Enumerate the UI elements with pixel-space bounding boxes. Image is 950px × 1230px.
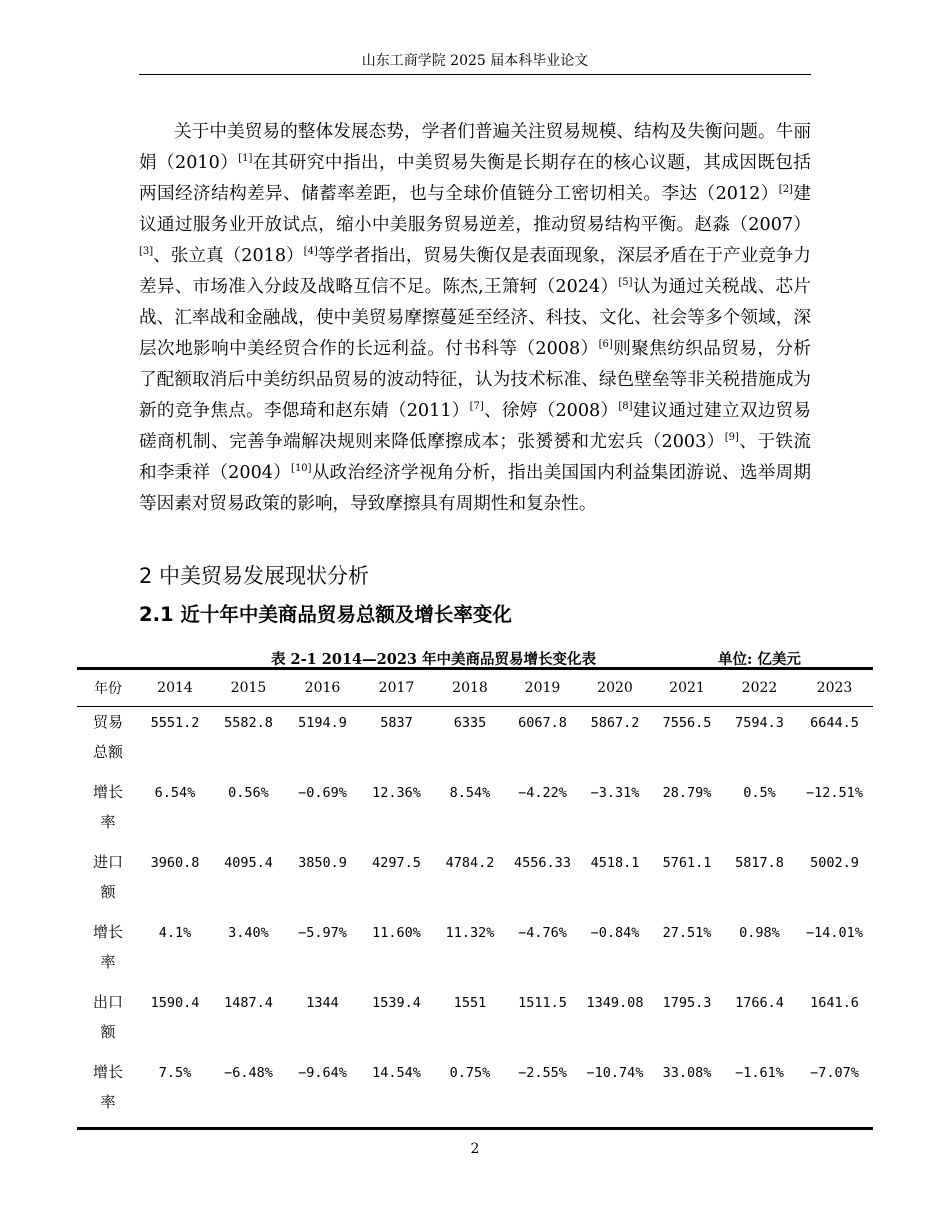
table-cell: −4.22%	[518, 785, 567, 801]
table-cell: −10.74%	[586, 1065, 644, 1081]
table-cell: −5.97%	[298, 925, 347, 941]
table-cell: 6067.8	[518, 715, 567, 731]
row-label-line: 额	[100, 883, 116, 901]
header-cell-label: 年份	[94, 681, 122, 697]
table-cell: 1487.4	[224, 995, 273, 1011]
table-cell: 0.98%	[739, 925, 780, 941]
paragraph-text: 关于中美贸易的整体发展态势，学者们普遍关注贸易规模、结构及失衡问题。牛丽娟（2010）	[139, 122, 811, 173]
header-cell-year: 2023	[816, 680, 853, 696]
table-cell: 1349.08	[586, 995, 644, 1011]
header-cell-year: 2015	[230, 680, 267, 696]
table-cell: 3960.8	[150, 855, 200, 871]
row-label	[77, 777, 139, 847]
row-label	[77, 847, 139, 917]
paragraph-text: 建议通过服务业开放试点，缩小中美服务贸易逆差，推动贸易结构平衡。赵淼（2007）	[139, 184, 811, 235]
table-cell: 4297.5	[372, 855, 421, 871]
table-cell: 1766.4	[735, 995, 784, 1011]
subsection-heading: 2.1 近十年中美商品贸易总额及增长率变化	[139, 603, 512, 626]
body-paragraph	[139, 117, 811, 520]
row-label-line: 进口	[92, 853, 123, 871]
header-cell-year: 2018	[452, 680, 488, 696]
table-cell: 0.56%	[228, 785, 269, 801]
header-cell-year: 2016	[304, 680, 341, 696]
row-label-line: 出口	[92, 993, 123, 1011]
table-cell: 5194.9	[298, 715, 347, 731]
citation-ref: [1]	[238, 153, 253, 164]
table-row	[77, 847, 873, 917]
table-cell: 0.75%	[449, 1065, 491, 1081]
table-cell: 28.79%	[662, 785, 712, 801]
table-cell: 5582.8	[224, 715, 273, 731]
table-cell: 33.08%	[662, 1065, 712, 1081]
table-cell: 7556.5	[662, 715, 712, 731]
row-label-line: 率	[100, 1093, 116, 1111]
table-row	[77, 917, 873, 987]
paragraph-text: 等学者指出，贸易失衡仅是表面现象，深层矛盾在于产业竞争力差异、市场准入分歧及战略互信不足。陈杰,王箫轲（2024）	[139, 246, 811, 297]
citation-ref: [5]	[618, 277, 633, 288]
table-cell: 4556.33	[514, 855, 571, 871]
table-cell: 1551	[453, 995, 487, 1011]
citation-ref: [3]	[139, 246, 154, 257]
citation-ref: [7]	[469, 401, 484, 412]
table-cell: 5867.2	[590, 715, 640, 731]
section-heading: 2 中美贸易发展现状分析	[139, 564, 370, 588]
paragraph-text: 、徐婷（2008）	[483, 401, 619, 421]
citation-ref: [6]	[598, 339, 613, 350]
header-cell-year: 2022	[741, 680, 778, 696]
header-cell-year: 2021	[669, 680, 705, 696]
table-cell: 5817.8	[735, 855, 784, 871]
table-cell: 3850.9	[298, 855, 347, 871]
table-cell: −9.64%	[298, 1065, 347, 1081]
paragraph-text: 认为通过关税战、芯片战、汇率战和金融战，使中美贸易摩擦蔓延至经济、科技、文化、社会等多个领域，深层次地影响中美经贸合作的长远利益。付书科等（2008）	[139, 277, 811, 359]
table-cell: 6644.5	[810, 715, 859, 731]
table-cell: 27.51%	[662, 925, 712, 941]
table-cell: −0.69%	[298, 785, 347, 801]
row-label-line: 率	[100, 813, 116, 831]
paragraph-text: 则聚焦纺织品贸易，分析了配额取消后中美纺织品贸易的波动特征，认为技术标准、绿色壁垒等非关税措施成为新的竞争焦点。李偲琦和赵东婧（2011）	[139, 339, 811, 421]
trade-table	[77, 667, 873, 1130]
table-cell: 5551.2	[150, 715, 200, 731]
table-cell: 8.54%	[449, 785, 491, 801]
row-label	[77, 1057, 139, 1129]
table-cell: −2.55%	[518, 1065, 567, 1081]
table-cell: −1.61%	[735, 1065, 784, 1081]
table-unit: 单位: 亿美元	[718, 651, 801, 668]
row-label	[77, 987, 139, 1057]
table-cell: 7.5%	[158, 1065, 192, 1081]
table-caption: 表 2-1 2014—2023 年中美商品贸易增长变化表	[271, 651, 597, 668]
table-cell: 4.1%	[158, 925, 192, 941]
citation-ref: [4]	[303, 246, 318, 257]
page-number: 2	[470, 1141, 480, 1157]
row-label-line: 增长	[92, 783, 123, 801]
table-cell: 5002.9	[810, 855, 859, 871]
row-label-line: 贸易	[92, 713, 123, 731]
table-cell: 0.5%	[743, 785, 776, 801]
header-cell-year: 2014	[157, 680, 193, 696]
row-label-line: 总额	[92, 743, 123, 761]
table-cell: −3.31%	[590, 785, 640, 801]
table-cell: 11.60%	[372, 925, 421, 941]
table-cell: 6335	[453, 715, 487, 731]
table-cell: 1539.4	[372, 995, 421, 1011]
table-cell: −12.51%	[806, 785, 863, 801]
table-row	[77, 987, 873, 1057]
table-row	[77, 707, 873, 778]
header-cell-year: 2020	[597, 680, 633, 696]
row-label-line: 额	[100, 1023, 116, 1041]
header-rule	[139, 74, 811, 75]
table-cell: 4784.2	[445, 855, 495, 871]
citation-ref: [9]	[724, 432, 739, 443]
table-cell: 12.36%	[372, 785, 421, 801]
citation-ref: [10]	[291, 463, 312, 474]
table-cell: 4518.1	[590, 855, 640, 871]
table-cell: 1641.6	[810, 995, 859, 1011]
header-cell-year: 2017	[378, 680, 415, 696]
table-cell: 5837	[380, 715, 413, 731]
table-cell: −6.48%	[224, 1065, 273, 1081]
table-cell: 3.40%	[228, 925, 269, 941]
row-label-line: 增长	[92, 923, 123, 941]
table-cell: 7594.3	[735, 715, 784, 731]
row-label	[77, 917, 139, 987]
citation-ref: [2]	[778, 184, 793, 195]
paragraph-text: 、张立真（2018）	[153, 246, 304, 266]
row-label-line: 增长	[92, 1063, 123, 1081]
row-label	[77, 707, 139, 778]
paragraph-text: 在其研究中指出，中美贸易失衡是长期存在的核心议题，其成因既包括两国经济结构差异、储蓄率差距，也与全球价值链分工密切相关。李达（2012）	[139, 153, 811, 204]
header-cell-year: 2019	[524, 680, 561, 696]
table-cell: 6.54%	[154, 785, 196, 801]
table-row	[77, 1057, 873, 1129]
table-cell: 14.54%	[372, 1065, 421, 1081]
table-cell: −4.76%	[518, 925, 567, 941]
table-cell: −7.07%	[810, 1065, 859, 1081]
table-cell: 5761.1	[662, 855, 712, 871]
table-cell: 1590.4	[150, 995, 200, 1011]
table-row	[77, 777, 873, 847]
running-header: 山东工商学院 2025 届本科毕业论文	[361, 53, 589, 69]
table-cell: 4095.4	[224, 855, 273, 871]
table-body	[77, 707, 873, 1129]
table-cell: 1511.5	[518, 995, 567, 1011]
table-cell: 1344	[306, 995, 339, 1011]
table-cell: −0.84%	[590, 925, 640, 941]
table-cell: 11.32%	[445, 925, 495, 941]
paragraph-text: 建议通过建立双边贸易磋商机制、完善争端解决规则来降低摩擦成本；张赟赟和尤宏兵（2003）	[139, 401, 811, 452]
row-label-line: 率	[100, 953, 116, 971]
paragraph-text: 从政治经济学视角分析，指出美国国内利益集团游说、选举周期等因素对贸易政策的影响，导致摩擦具有周期性和复杂性。	[139, 463, 811, 514]
citation-ref: [8]	[618, 401, 633, 412]
table-cell: −14.01%	[806, 925, 863, 941]
table-header-row	[77, 669, 873, 707]
paragraph-text: 、于铁流和李秉祥（2004）	[139, 432, 811, 483]
table-cell: 1795.3	[662, 995, 712, 1011]
